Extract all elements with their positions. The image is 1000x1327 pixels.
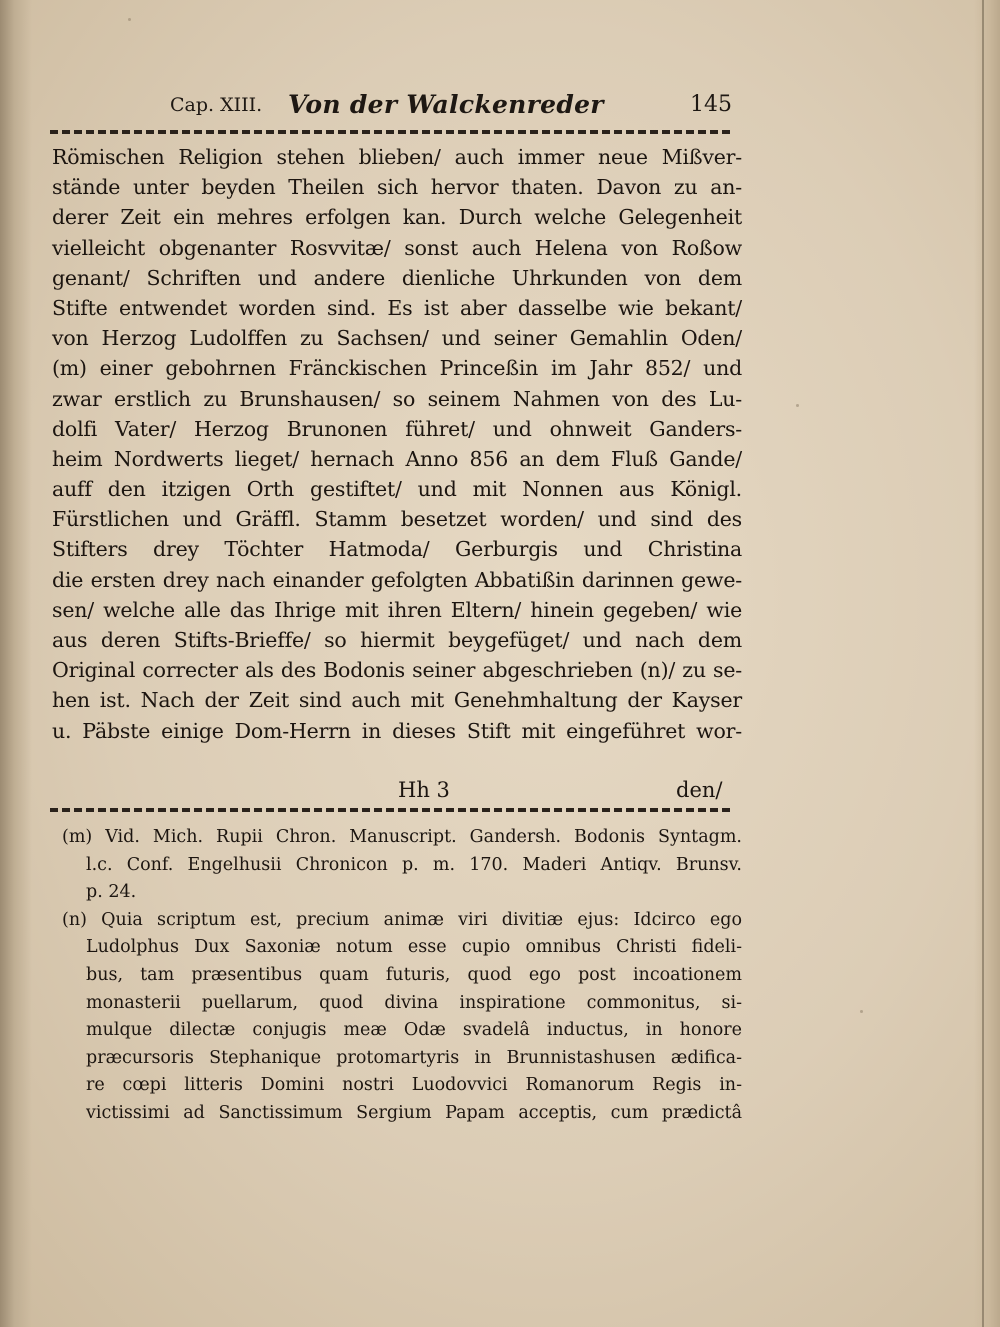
footnote-line: re cœpi litteris Domini nostri Luodovvici Romanorum Regis in- (86, 1075, 742, 1096)
text-line: Stifte entwendet worden sind. Es ist aber dasselbe wie bekant/ (52, 295, 742, 320)
text-line: auff den itzigen Orth gestiftet/ und mit Nonnen aus Königl. (52, 477, 742, 502)
footnotes (62, 824, 742, 1128)
footnote-line: bus, tam præsentibus quam futuris, quod ego post incoationem (86, 964, 742, 985)
text-line: (m) einer gebohrnen Fränckischen Princeßin im Jahr 852/ und (52, 356, 742, 381)
footnote-line: (n) Quia scriptum est, precium animæ viri divitiæ ejus: Idcirco ego (62, 909, 742, 930)
text-line: Römischen Religion stehen blieben/ auch immer neue Mißver- (52, 145, 742, 169)
header-rule (50, 130, 730, 134)
text-line: derer Zeit ein mehres erfolgen kan. Durch welche Gelegenheit (52, 205, 742, 230)
footnote-line: monasterii puellarum, quod divina inspiratione commonitus, si- (86, 992, 742, 1013)
footnote-line: (m) Vid. Mich. Rupii Chron. Manuscript. Gandersh. Bodonis Syntagm. (62, 827, 742, 847)
text-line: aus deren Stifts-Brieffe/ so hiermit beygefüget/ und nach dem (52, 628, 742, 652)
running-header (170, 90, 740, 124)
page-number: 145 (690, 92, 732, 117)
text-line: vielleicht obgenanter Rosvvitæ/ sonst auch Helena von Roßow (52, 235, 742, 260)
running-title: Von der Walckenreder (288, 90, 604, 119)
footnote-rule (50, 808, 730, 812)
text-line: von Herzog Ludolffen zu Sachsen/ und seiner Gemahlin Oden/ (52, 326, 742, 351)
paper-speck (128, 18, 131, 21)
text-line: stände unter beyden Theilen sich hervor thaten. Davon zu an- (52, 175, 742, 200)
text-line: u. Päbste einige Dom-Herrn in dieses Stift mit eingeführet wor- (52, 718, 742, 743)
text-line: dolfi Vater/ Herzog Brunonen führet/ und ohnweit Ganders- (52, 416, 742, 441)
chapter-label: Cap. XIII. (170, 94, 263, 116)
text-line: zwar erstlich zu Brunshausen/ so seinem Nahmen von des Lu- (52, 386, 742, 411)
text-line: Original correcter als des Bodonis seiner abgeschrieben (n)/ zu se- (52, 658, 742, 683)
text-line: Fürstlichen und Gräffl. Stamm besetzet worden/ und sind des (52, 507, 742, 532)
footnote-line: l.c. Conf. Engelhusii Chronicon p. m. 170. Maderi Antiqv. Brunsv. (86, 854, 742, 875)
footnote-line: præcursoris Stephanique protomartyris in Brunnistashusen ædifica- (86, 1047, 742, 1068)
page-edge (974, 0, 1000, 1327)
footnote-line: mulque dilectæ conjugis meæ Odæ svadelâ inductus, in honore (86, 1020, 742, 1041)
footnote-line: p. 24. (86, 882, 137, 903)
text-line: sen/ welche alle das Ihrige mit ihren Eltern/ hinein gegeben/ wie (52, 597, 742, 622)
text-line: genant/ Schriften und andere dienliche Uhrkunden von dem (52, 265, 742, 290)
paper-speck (796, 404, 799, 407)
text-line: hen ist. Nach der Zeit sind auch mit Genehmhaltung der Kayser (52, 688, 742, 713)
main-text (52, 142, 742, 746)
paper-speck (860, 1010, 863, 1013)
footnote-line: victissimi ad Sanctissimum Sergium Papam acceptis, cum prædictâ (86, 1102, 742, 1123)
signature-mark: Hh 3 (398, 778, 450, 802)
gutter-shadow (0, 0, 32, 1327)
text-line: Stifters drey Töchter Hatmoda/ Gerburgis und Christina (52, 537, 742, 562)
text-line: die ersten drey nach einander gefolgten Abbatißin darinnen gewe- (52, 567, 742, 592)
catchword: den/ (676, 778, 723, 802)
text-line: heim Nordwerts lieget/ hernach Anno 856 an dem Fluß Gande/ (52, 446, 742, 471)
footnote-line: Ludolphus Dux Saxoniæ notum esse cupio omnibus Christi fideli- (86, 937, 742, 958)
